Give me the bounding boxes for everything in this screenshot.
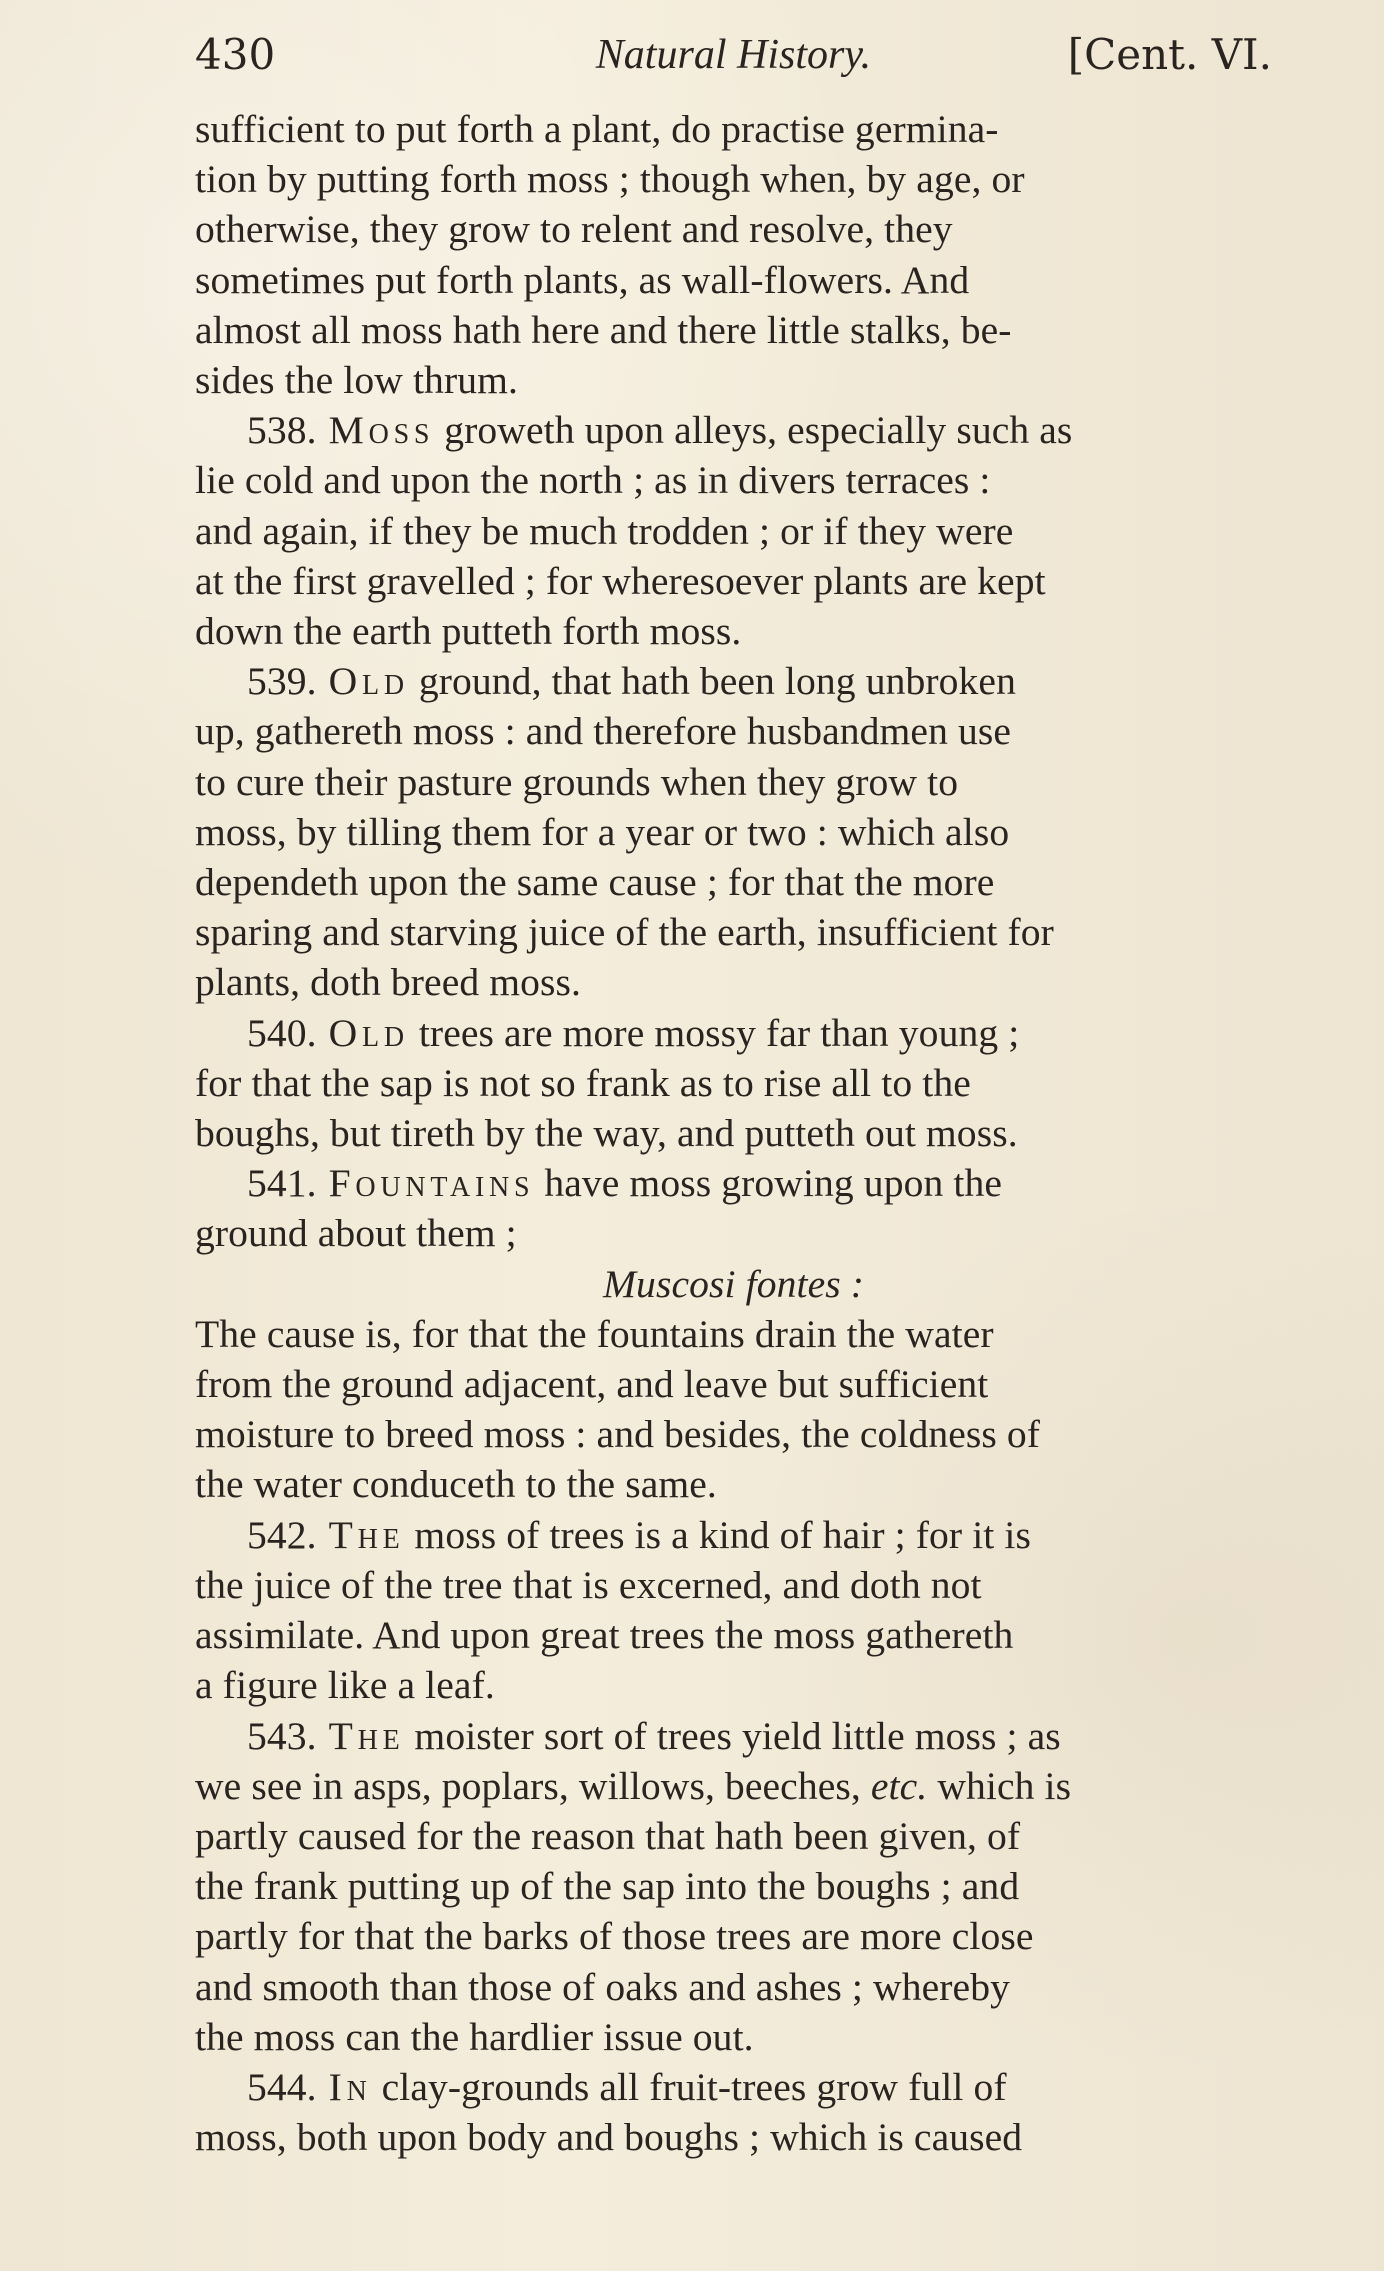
text-line [195,1158,1272,1208]
running-title: Natural History. [595,32,872,78]
lead-word: Moss [328,408,435,453]
paragraph-number: 538. [247,408,317,453]
text-line: moisture to breed moss : and besides, the coldness of [195,1412,1041,1457]
lead-word: The [328,1512,405,1557]
paragraph-539 [195,656,1272,1007]
line-text: moister sort of trees yield little moss ; as [404,1713,1061,1758]
latin-quote: Muscosi fontes : [602,1261,865,1306]
paragraph-continuation [195,104,1272,405]
text-line: The cause is, for that the fountains drain the water [195,1311,994,1356]
text-line: assimilate. And upon great trees the moss gathereth [195,1613,1014,1658]
line-text: ground, that hath been long unbroken [408,659,1016,704]
text-line: partly caused for the reason that hath been given, of [195,1813,1021,1858]
paragraph-number: 539. [247,659,317,704]
lead-word: The [328,1713,405,1758]
text-line: down the earth putteth forth moss. [195,609,742,654]
text-line: the juice of the tree that is excerned, and doth not [195,1562,982,1607]
text-line: for that the sap is not so frank as to rise all to the [195,1060,971,1105]
text-line [195,1510,1272,1560]
text-line: up, gathereth moss : and therefore husbandmen use [195,709,1012,754]
lead-word: Old [328,659,409,704]
line-text: clay-grounds all fruit-trees grow full of [371,2064,1007,2109]
section-label: [Cent. VI. [1067,30,1272,79]
line-text: which is [927,1763,1072,1808]
text-line: almost all moss hath here and there little stalks, be- [195,307,1012,352]
text-line: to cure their pasture grounds when they grow to [195,759,959,804]
lead-word: In [328,2064,372,2109]
text-line: moss, by tilling them for a year or two : which also [195,809,1010,854]
text-line: dependeth upon the same cause ; for that the more [195,860,995,905]
text-line: boughs, but tireth by the way, and putteth out moss. [195,1111,1018,1156]
text-line: the moss can the hardlier issue out. [195,2014,754,2059]
etc-word: etc. [870,1763,928,1808]
line-text: moss of trees is a kind of hair ; for it is [404,1512,1031,1557]
text-line: a figure like a leaf. [195,1663,495,1708]
paragraph-542 [195,1510,1272,1711]
text-line [195,656,1272,706]
text-line: and again, if they be much trodden ; or if they were [195,508,1014,553]
text-line: sides the low thrum. [195,358,518,403]
text-line: the frank putting up of the sap into the boughs ; and [195,1864,1020,1909]
paragraph-number: 541. [247,1161,317,1206]
paragraph-543 [195,1711,1272,2062]
text-line [195,1761,1272,1811]
text-line: otherwise, they grow to relent and resolve, they [195,207,953,252]
text-line: and smooth than those of oaks and ashes ; whereby [195,1964,1010,2009]
paragraph-544 [195,2062,1272,2162]
text-line: from the ground adjacent, and leave but sufficient [195,1362,989,1407]
paragraph-number: 543. [247,1713,317,1758]
page-body [195,104,1272,2162]
paragraph-number: 540. [247,1010,317,1055]
paragraph-538 [195,405,1272,656]
text-line [195,405,1272,455]
text-line: ground about them ; [195,1211,517,1256]
line-text: groweth upon alleys, especially such as [434,408,1073,453]
text-line: sometimes put forth plants, as wall-flowers. And [195,257,970,302]
text-line: moss, both upon body and boughs ; which is caused [195,2115,1023,2160]
text-line: the water conduceth to the same. [195,1462,717,1507]
text-line [195,1008,1272,1058]
paragraph-541 [195,1158,1272,1509]
page-header [195,30,1272,104]
page-number: 430 [195,30,276,79]
text-line [195,2062,1272,2112]
line-text: we see in asps, poplars, willows, beeches, [195,1763,861,1808]
text-line: partly for that the barks of those trees are more close [195,1914,1034,1959]
text-line [195,1711,1272,1761]
text-line: lie cold and upon the north ; as in divers terraces : [195,458,991,503]
line-text: trees are more mossy far than young ; [408,1010,1020,1055]
text-line: at the first gravelled ; for wheresoever plants are kept [195,558,1046,603]
text-line: tion by putting forth moss ; though when, by age, or [195,157,1025,202]
text-line: plants, doth breed moss. [195,960,582,1005]
lead-word: Old [328,1010,409,1055]
text-line: sparing and starving juice of the earth, insufficient for [195,910,1054,955]
paragraph-540 [195,1008,1272,1159]
lead-word: Fountains [328,1161,535,1206]
paragraph-number: 544. [247,2064,317,2109]
line-text: have moss growing upon the [534,1161,1003,1206]
text-line: sufficient to put forth a plant, do practise germina- [195,107,999,151]
paragraph-number: 542. [247,1512,317,1557]
